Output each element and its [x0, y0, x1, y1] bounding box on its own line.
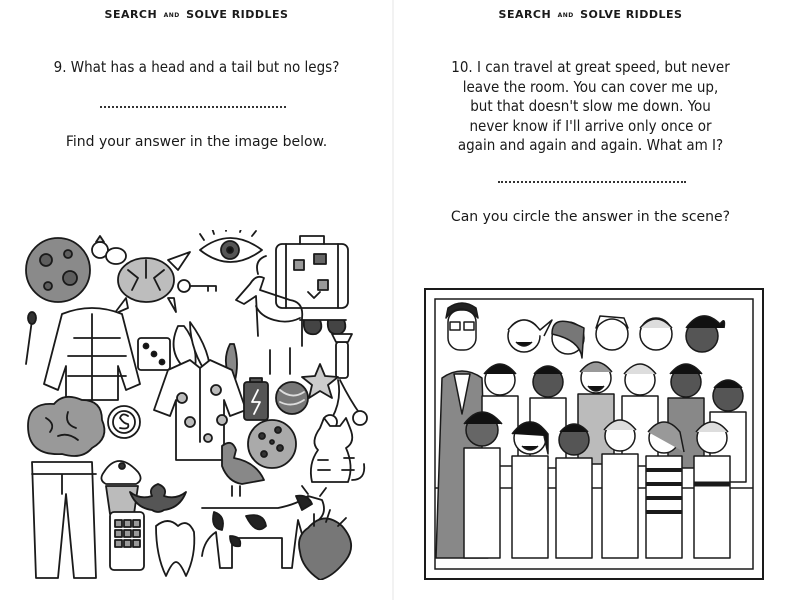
- riddle-line: again and again and again. What am I?: [457, 136, 724, 154]
- header-text-1: SEARCH: [104, 8, 158, 21]
- puffer-jacket-icon: [44, 308, 140, 400]
- riddle-line: leave the room. You can cover me up,: [462, 77, 719, 96]
- suitcase-icon: [276, 236, 348, 308]
- phone-icon: [110, 512, 144, 570]
- object-search-illustration: [18, 230, 373, 580]
- header-and: AND: [163, 11, 180, 19]
- brain-icon: [28, 397, 104, 456]
- riddle-line: but that doesn't slow me down. You: [470, 97, 711, 115]
- running-header: [394, 8, 787, 21]
- riddle-line: never know if I'll arrive only once or: [469, 116, 712, 135]
- moon-icon: [26, 238, 90, 302]
- answer-line[interactable]: [498, 181, 686, 183]
- find-answer-prompt: Find your answer in the image below.: [65, 134, 328, 150]
- battery-icon: [244, 378, 268, 420]
- dice-icon: [138, 338, 170, 370]
- coin-icon: [108, 406, 140, 438]
- riddle-line: 10. I can travel at great speed, but never: [451, 58, 730, 76]
- header-text-2: SOLVE RIDDLES: [580, 8, 683, 21]
- cat-icon: [311, 418, 364, 482]
- riddle-10-text: [394, 58, 787, 156]
- yarn-icon: [276, 382, 308, 414]
- key-icon: [178, 280, 216, 292]
- answer-line[interactable]: [100, 106, 286, 108]
- turtle-icon: [106, 248, 190, 314]
- match-icon: [26, 312, 36, 364]
- group-of-children-scene[interactable]: [424, 288, 764, 580]
- jeans-icon: [32, 462, 96, 578]
- right-page: [394, 0, 787, 600]
- flashlight-icon: [332, 334, 352, 378]
- cookie-icon: [248, 420, 296, 468]
- running-header: [0, 8, 393, 21]
- left-page: [0, 0, 393, 600]
- tooth-icon: [156, 521, 194, 576]
- circle-answer-prompt: Can you circle the answer in the scene?: [450, 209, 731, 225]
- riddle-9-text: 9. What has a head and a tail but no legs?: [53, 58, 340, 76]
- eye-icon: [200, 230, 262, 262]
- header-text-1: SEARCH: [498, 8, 552, 21]
- cupcake-icon: [101, 461, 140, 514]
- sunglasses-icon: [300, 320, 346, 334]
- header-and: AND: [557, 11, 574, 19]
- header-text-2: SOLVE RIDDLES: [186, 8, 289, 21]
